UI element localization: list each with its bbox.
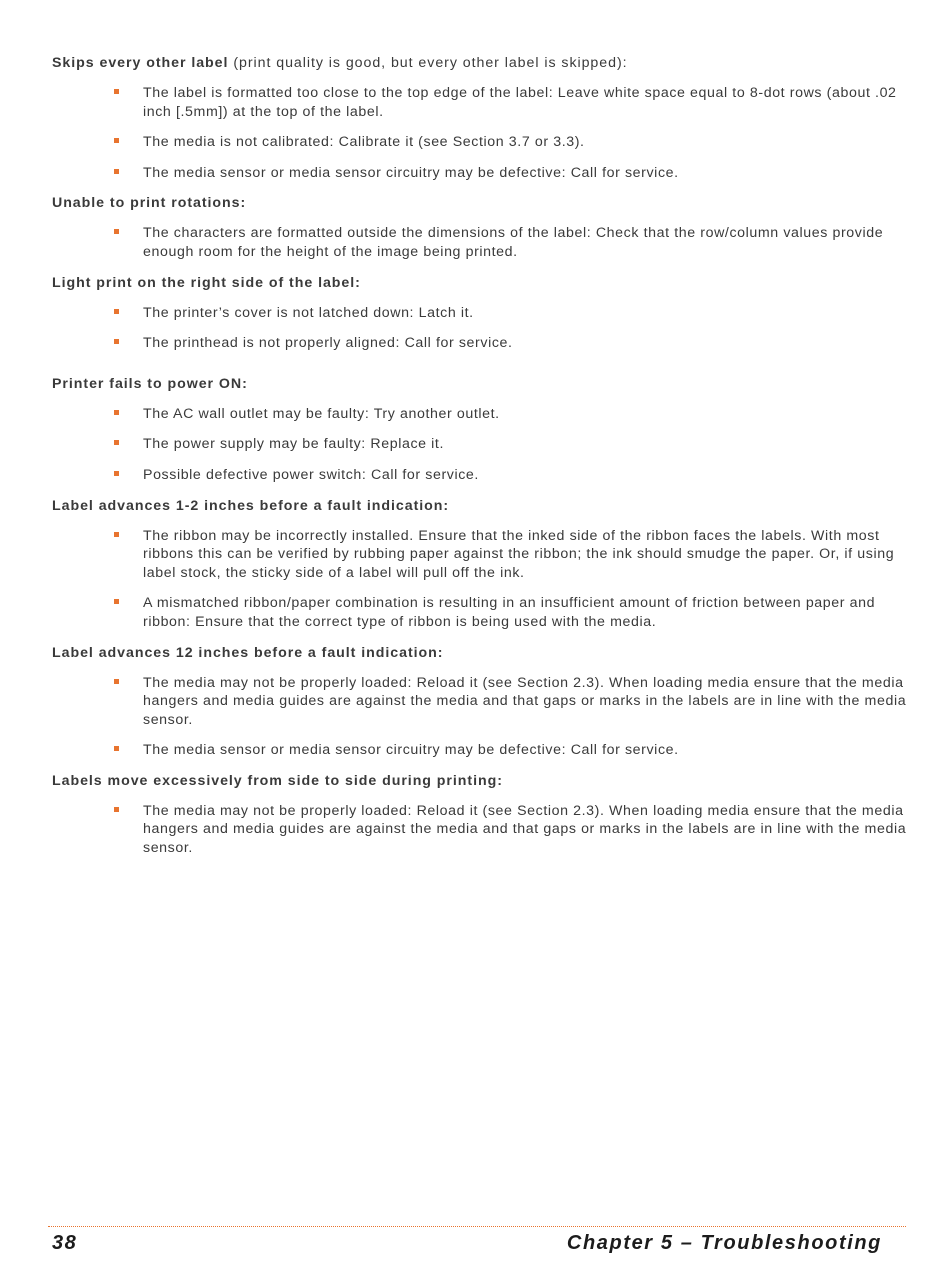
bullet-icon: [114, 471, 119, 476]
list-item: [52, 224, 910, 261]
section-heading: [52, 274, 910, 293]
bullet-list: [52, 304, 910, 353]
section-heading: [52, 54, 910, 73]
section-skips-every-other-label: [52, 54, 910, 182]
spacer: [52, 365, 910, 375]
section-heading: [52, 194, 910, 213]
bullet-list: [52, 674, 910, 760]
bullet-icon: [114, 89, 119, 94]
section-heading: [52, 644, 910, 663]
list-item-text: The label is formatted too close to the top edge of the label: Leave white space equal to 8-dot rows (about .02 inch [.5mm]) at the top of the label.: [143, 85, 897, 120]
list-item-text: The media sensor or media sensor circuitry may be defective: Call for service.: [143, 742, 679, 759]
list-item: [52, 674, 910, 730]
section-heading-bold: Light print on the right side of the label:: [52, 274, 361, 291]
bullet-icon: [114, 169, 119, 174]
bullet-icon: [114, 532, 119, 537]
bullet-list: [52, 802, 910, 858]
list-item: [52, 741, 910, 760]
chapter-title: Chapter 5 – Troubleshooting: [566, 1232, 882, 1254]
bullet-list: [52, 84, 910, 182]
list-item: [52, 405, 910, 424]
list-item: [52, 802, 910, 858]
list-item: [52, 84, 910, 121]
section-heading-bold: Skips every other label: [52, 55, 229, 71]
list-item: [52, 133, 910, 152]
bullet-icon: [114, 229, 119, 234]
page-number: 38: [52, 1232, 78, 1254]
bullet-list: [52, 405, 910, 485]
bullet-list: [52, 224, 910, 261]
section-heading: [52, 772, 910, 791]
list-item-text: The printhead is not properly aligned: Call for service.: [143, 335, 513, 352]
bullet-list: [52, 527, 910, 632]
list-item-text: The AC wall outlet may be faulty: Try another outlet.: [143, 405, 500, 422]
list-item-text: The power supply may be faulty: Replace it.: [143, 436, 445, 453]
list-item: [52, 594, 910, 631]
section-heading-bold: Printer fails to power ON:: [52, 375, 248, 392]
bullet-icon: [114, 309, 119, 314]
section-printer-fails-to-power-on: [52, 375, 910, 485]
list-item: [52, 334, 910, 353]
list-item-text: The media may not be properly loaded: Reload it (see Section 2.3). When loading media ensure that the media hangers and media guides are against the media and that gaps or marks in the labels are in line with the media sensor.: [143, 802, 907, 857]
bullet-icon: [114, 410, 119, 415]
section-heading: [52, 497, 910, 516]
bullet-icon: [114, 339, 119, 344]
page-content: [52, 54, 910, 870]
section-heading-note: (print quality is good, but every other label is skipped):: [228, 55, 628, 71]
bullet-icon: [114, 679, 119, 684]
section-heading-bold: Label advances 12 inches before a fault indication:: [52, 644, 444, 661]
list-item-text: The media may not be properly loaded: Reload it (see Section 2.3). When loading media ensure that the media hangers and media guides are against the media and that gaps or marks in the labels are in line with the media sensor.: [143, 674, 907, 728]
section-light-print-right-side: [52, 274, 910, 353]
list-item: [52, 466, 910, 485]
list-item-text: The media sensor or media sensor circuitry may be defective: Call for service.: [143, 164, 679, 181]
section-heading: [52, 375, 910, 394]
section-label-advances-12-inches: [52, 644, 910, 760]
section-label-advances-1-2-inches: [52, 497, 910, 632]
list-item-text: The media is not calibrated: Calibrate it (see Section 3.7 or 3.3).: [143, 134, 585, 151]
list-item: [52, 435, 910, 454]
bullet-icon: [114, 807, 119, 812]
bullet-icon: [114, 746, 119, 751]
list-item: [52, 164, 910, 183]
bullet-icon: [114, 440, 119, 445]
list-item: [52, 527, 910, 583]
list-item-text: A mismatched ribbon/paper combination is resulting in an insufficient amount of friction between paper and ribbon: Ensure that the correct type of ribbon is being used with the media.: [143, 595, 876, 630]
section-heading-bold: Label advances 1-2 inches before a fault indication:: [52, 497, 450, 514]
footer-divider: [48, 1226, 906, 1227]
list-item-text: The characters are formatted outside the dimensions of the label: Check that the row/column values provide enough room for the height of the image being printed.: [143, 225, 884, 260]
list-item: [52, 304, 910, 323]
section-heading-bold: Labels move excessively from side to side during printing:: [52, 772, 503, 789]
bullet-icon: [114, 599, 119, 604]
list-item-text: Possible defective power switch: Call for service.: [143, 466, 479, 483]
section-heading-bold: Unable to print rotations:: [52, 195, 247, 212]
bullet-icon: [114, 138, 119, 143]
list-item-text: The ribbon may be incorrectly installed. Ensure that the inked side of the ribbon faces the labels. With most ribbons this can be verified by rubbing paper against the ribbon; the ink should smudge the paper. Or, if using label stock, the sticky side of a label will pull off the ink.: [143, 527, 895, 581]
section-unable-to-print-rotations: [52, 194, 910, 261]
list-item-text: The printer’s cover is not latched down: Latch it.: [143, 304, 474, 321]
section-labels-move-side-to-side: [52, 772, 910, 858]
